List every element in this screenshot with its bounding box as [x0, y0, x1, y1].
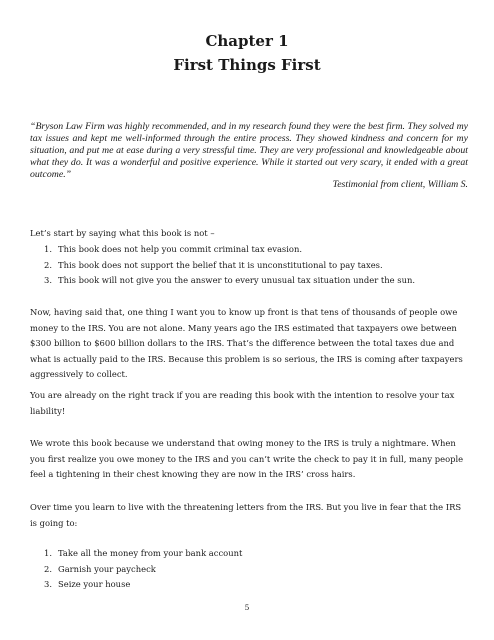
testimonial-quote: “Bryson Law Firm was highly recommended, and in my research found they were the best firm. They solved my tax issues and kept me well-informed through the entire process. They showed kindness and concern for my situation, and put me at ease during a very stressful time. They are very professional and knowledgeable about what they do. It was a wonderful and positive experience. While it started out very scary, it ended with a great outcome.” [30, 121, 468, 180]
chapter-number: Chapter 1 [205, 32, 289, 50]
list-item [44, 242, 415, 258]
page-number: 5 [244, 603, 250, 612]
list-item [44, 273, 415, 289]
list-number: 3. [44, 579, 52, 589]
chapter-title: First Things First [173, 56, 321, 74]
list-text: Take all the money from your bank account [58, 548, 243, 558]
list-item [44, 546, 242, 562]
paragraph-irs-debt: Now, having said that, one thing I want you to know up front is that tens of thousands of people owe money to the IRS. You are not alone. Many years ago the IRS estimated that taxpayers owe between $300 billion to $600 billion dollars to the IRS. That’s the difference between the total taxes due and what is actually paid to the IRS. Because this problem is so serious, the IRS is coming after taxpayers aggressively to collect. [30, 307, 463, 379]
paragraph-nightmare: We wrote this book because we understand that owing money to the IRS is truly a nightmare. When you first realize you owe money to the IRS and you can’t write the check to pay it in full, many people feel a tightening in their chest knowing they are now in the IRS’ cross hairs. [30, 438, 464, 479]
list-item [44, 562, 242, 578]
list-text: Seize your house [58, 579, 131, 589]
paragraph-threatening-letters: Over time you learn to live with the threatening letters from the IRS. But you live in fear that the IRS is going to: [30, 502, 462, 528]
list-number: 2. [44, 563, 52, 574]
list-number: 1. [44, 244, 52, 254]
list-text: This book does not help you commit criminal tax evasion. [58, 244, 303, 254]
fear-list [44, 546, 242, 593]
list-item [44, 258, 415, 274]
list-text: This book will not give you the answer to every unusual tax situation under the sun. [58, 275, 416, 285]
testimonial-attribution: Testimonial from client, William S. [332, 179, 468, 190]
list-number: 3. [44, 275, 52, 285]
intro-paragraph: Let’s start by saying what this book is not – [30, 228, 215, 238]
list-item [44, 577, 242, 593]
list-number: 2. [44, 259, 52, 270]
list-number: 1. [44, 548, 52, 558]
list-text: Garnish your paycheck [58, 563, 156, 574]
paragraph-right-track: You are already on the right track if you are reading this book with the intention to resolve your tax liability! [30, 390, 455, 416]
list-text: This book does not support the belief that it is unconstitutional to pay taxes. [58, 259, 383, 270]
not-list [44, 242, 415, 289]
